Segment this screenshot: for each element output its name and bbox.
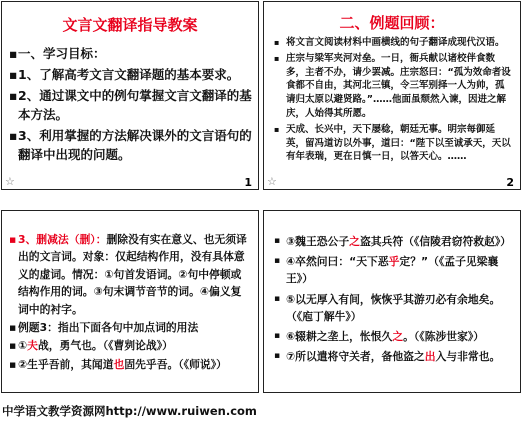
marked-word: 出 — [424, 350, 436, 364]
slide-2-list — [274, 36, 512, 166]
slide-1 — [1, 1, 259, 190]
page-number: 2 — [506, 176, 514, 189]
slide-4 — [263, 210, 521, 393]
marked-word: 乎 — [388, 255, 400, 269]
list-item: ▪ 1、了解高考文言文翻译题的基本要求。 — [9, 67, 240, 82]
star-icon: ☆ — [267, 175, 277, 188]
marked-word: 也 — [113, 357, 125, 371]
bullet-icon: ▪ — [9, 88, 18, 103]
list-item: ▪ 庄宗与梁军夹河对垒。一日，衙兵献以诸校伴食数多，主者不办，请少罢减。庄宗怒曰：“孤为效命者设食都不自由，其河北三镇，令三军别择一人为帅，孤请归太原以避贤路。”……他面虽颓然入谏，因进之解庆，人始得其所愿。 — [274, 52, 511, 119]
slide-2 — [263, 1, 521, 190]
slide-2-title: 二、例题回顾： — [339, 14, 445, 32]
marked-word: 夫 — [27, 339, 38, 353]
list-item: ▪ ①夫战，勇气也。（《曹刿论战》） — [18, 337, 252, 354]
slide-3-list — [9, 231, 252, 374]
bullet-icon: ▪ — [9, 321, 17, 335]
list-item: ▪ 2、通过课文中的例句掌握文言文翻译的基本方法。 — [9, 88, 252, 122]
slide-1-title: 文言文翻译指导教案 — [62, 16, 198, 34]
bullet-icon: ▪ — [9, 67, 18, 82]
list-item: ▪ ③魏王恐公子之盗其兵符（《信陵君窃符救赵》） — [286, 233, 514, 250]
marked-word: 之 — [349, 235, 360, 248]
list-item: ▪ 一、学习目标： — [9, 46, 106, 61]
star-icon: ☆ — [5, 175, 15, 188]
bullet-icon: ▪ — [274, 351, 281, 362]
bullet-icon: ▪ — [9, 339, 17, 353]
bullet-icon: ▪ — [9, 233, 17, 246]
bullet-icon: ▪ — [274, 256, 281, 267]
page-number: 1 — [244, 176, 252, 189]
list-item: ▪ 例题3：指出下面各句中加点词的用法 — [18, 319, 252, 336]
list-item: ▪ 3、利用掌握的方法解决课外的文言语句的翻译中出现的问题。 — [9, 128, 252, 162]
slide-1-list — [9, 44, 252, 166]
bullet-icon: ▪ — [9, 357, 17, 371]
list-item: ▪ 天成、长兴中，天下屡稔，朝廷无事。明宗每御延英，留冯道访以外事，道曰：“陛下以至诚承天，天以有年表瑞，更在日慎一日，以答天心。…… — [274, 123, 511, 163]
list-item: ▪ ④卒然问曰：“天下恶乎定？”（《孟子见梁襄王》） — [274, 255, 499, 286]
method-heading: 3、删减法（删）： — [18, 233, 107, 246]
slide-3 — [1, 210, 259, 393]
bullet-icon: ▪ — [274, 331, 281, 342]
list-item: ▪ ②生乎吾前，其闻道也固先乎吾。（《师说》） — [18, 356, 252, 373]
bullet-icon: ▪ — [9, 128, 18, 143]
list-item: ▪ 将文言文阅读材料中画横线的句子翻译成现代汉语。 — [274, 37, 505, 48]
bullet-icon: ▪ — [274, 53, 280, 63]
bullet-icon: ▪ — [274, 38, 280, 47]
list-item: ▪ ⑥辍耕之垄上，怅恨久之。（《陈涉世家》） — [286, 328, 514, 345]
marked-word: 之 — [392, 330, 404, 344]
bullet-icon: ▪ — [274, 236, 281, 246]
watermark-text: 中学语文教学资源网http://www.ruiwen.com — [2, 404, 257, 418]
bullet-icon: ▪ — [274, 124, 280, 134]
list-item: ▪ 3、删减法（删）：删除没有实在意义、也无须译出的文言词。对象：仅起结构作用，没有具体意义的虚词。情况：①句首发语词。②句中停顿或结构作用的词。③句末调节音节的词。④偏义复词中的衬字。 — [9, 233, 247, 316]
list-item: ▪ ⑤以无厚入有间，恢恢乎其游刃必有余地矣。（《庖丁解牛》） — [274, 292, 501, 323]
bullet-icon: ▪ — [274, 293, 281, 304]
list-item: ▪ ⑦所以遣将守关者，备他盗之出入与非常也。 — [286, 348, 514, 365]
slide-4-list — [274, 233, 514, 368]
bullet-icon: ▪ — [9, 46, 18, 61]
